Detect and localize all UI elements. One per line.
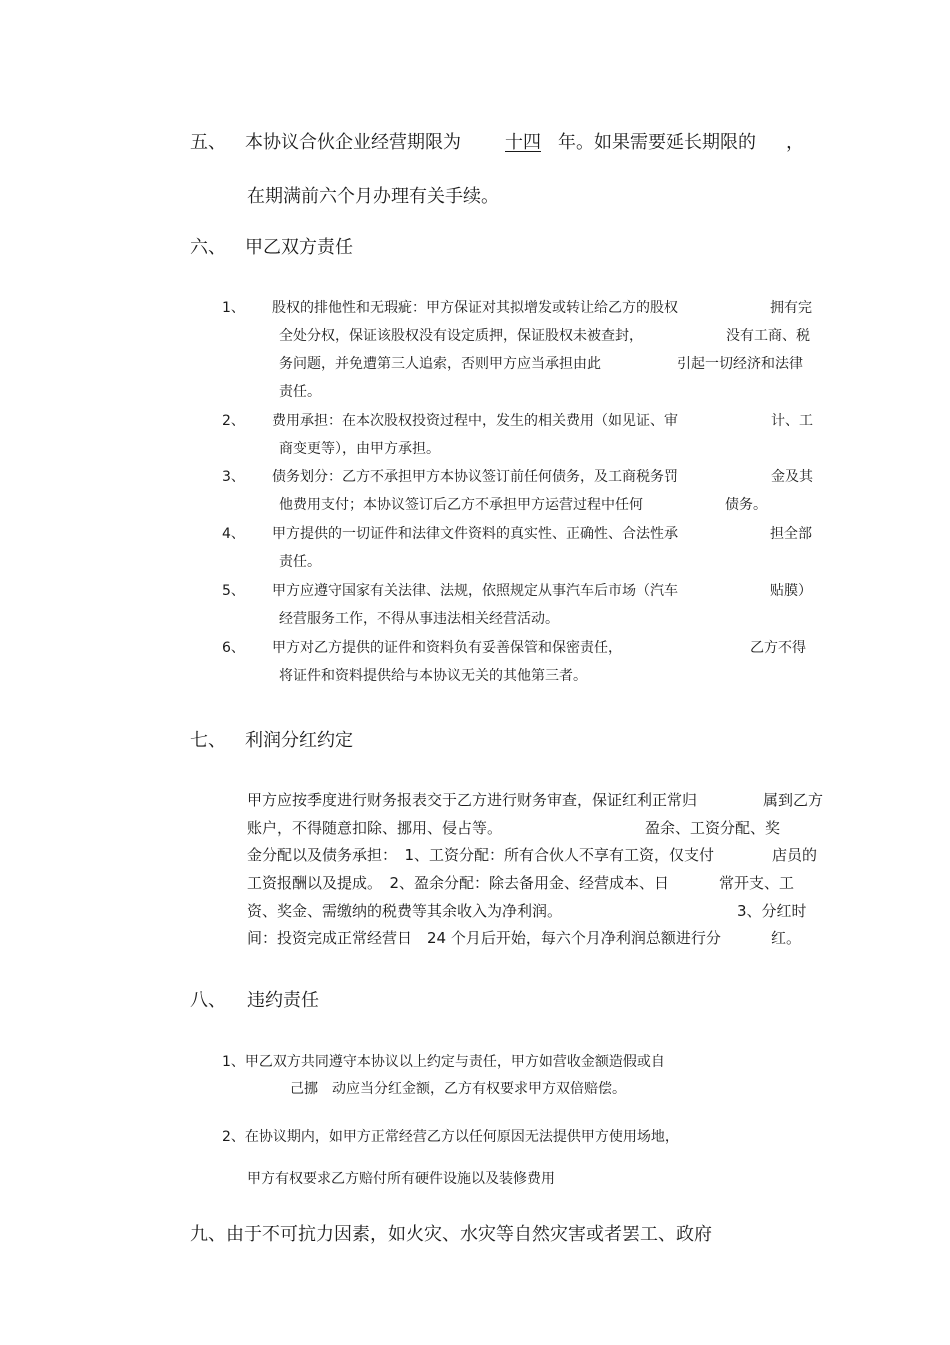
item-line: 股权的排他性和无瑕疵：甲方保证对其拟增发或转让给乙方的股权 [272,300,678,316]
item-number: 1、 [222,300,245,316]
item-line: 经营服务工作，不得从事违法相关经营活动。 [279,611,559,627]
item-line-end: 金及其 [771,469,813,485]
section5-comma: ， [786,132,804,153]
body-line-end: 店员的 [772,846,818,864]
section8-item1-line1: 1、甲乙双方共同遵守本协议以上约定与责任，甲方如营收金额造假或自 [222,1054,665,1070]
item-line: 费用承担：在本次股权投资过程中，发生的相关费用（如见证、审 [272,413,678,429]
body-line-end: 常开支、工 [719,874,795,892]
section5-text-b: 年。如果需要延长期限的 [558,132,756,153]
item-line-end: 乙方不得 [750,640,806,656]
item-line-end: 计、工 [771,413,813,429]
body-line: 间：投资完成正常经营日 24 个月后开始，每六个月净利润总额进行分 [247,929,721,947]
item-line-end: 债务。 [725,497,767,513]
body-line-end: 属到乙方 [763,791,824,809]
item-line: 责任。 [279,384,321,400]
item-line: 他费用支付；本协议签订后乙方不承担甲方运营过程中任何 [279,497,643,513]
item-number: 3、 [222,469,245,485]
item-number: 6、 [222,640,245,656]
section5-years: 十四 [505,132,541,153]
section5-line2: 在期满前六个月办理有关手续。 [247,186,499,207]
body-line-end: 红。 [771,929,802,947]
item-line: 务问题，并免遭第三人追索，否则甲方应当承担由此 [279,356,601,372]
section6-title: 甲乙双方责任 [245,237,353,258]
item-line: 责任。 [279,554,321,570]
section9-text: 九、由于不可抗力因素，如火灾、水灾等自然灾害或者罢工、政府 [190,1224,712,1245]
item-number: 2、 [222,413,245,429]
body-line: 甲方应按季度进行财务报表交于乙方进行财务审查，保证红利正常归 [247,791,698,809]
item-line-end: 担全部 [770,526,812,542]
item-line: 全处分权，保证该股权没有设定质押，保证股权未被查封， [279,328,643,344]
section5-text-a: 本协议合伙企业经营期限为 [245,132,461,153]
item-line: 甲方对乙方提供的证件和资料负有妥善保管和保密责任， [272,640,622,656]
body-line-end: 盈余、工资分配、奖 [645,819,781,837]
section5-number: 五、 [190,132,226,153]
item-line-end: 引起一切经济和法律 [677,356,803,372]
body-line: 资、奖金、需缴纳的税费等其余收入为净利润。 [247,902,563,920]
section6-number: 六、 [190,237,226,258]
body-line: 工资报酬以及提成。 2、盈余分配：除去备用金、经营成本、日 [247,874,670,892]
item-line: 将证件和资料提供给与本协议无关的其他第三者。 [279,668,587,684]
item-number: 4、 [222,526,245,542]
item-number: 5、 [222,583,245,599]
section7-number: 七、 [190,730,226,751]
section8-number: 八、 [190,990,226,1011]
section7-title: 利润分红约定 [245,730,353,751]
section8-item1-line2: 己挪 动应当分红金额，乙方有权要求甲方双倍赔偿。 [290,1081,626,1097]
item-line: 债务划分：乙方不承担甲方本协议签订前任何债务，及工商税务罚 [272,469,678,485]
section8-title: 违约责任 [247,990,319,1011]
item-line-end: 没有工商、税 [726,328,810,344]
item-line-end: 贴膜） [770,583,812,599]
section8-item2-line2: 甲方有权要求乙方赔付所有硬件设施以及装修费用 [247,1171,555,1187]
body-line: 账户，不得随意扣除、挪用、侵占等。 [247,819,503,837]
body-line: 金分配以及债务承担： 1、工资分配：所有合伙人不享有工资，仅支付 [247,846,715,864]
section8-item2-line1: 2、在协议期内，如甲方正常经营乙方以任何原因无法提供甲方使用场地， [222,1129,679,1145]
item-line-end: 拥有完 [770,300,812,316]
item-line: 甲方提供的一切证件和法律文件资料的真实性、正确性、合法性承 [272,526,678,542]
item-line: 商变更等），由甲方承担。 [279,441,440,457]
item-line: 甲方应遵守国家有关法律、法规，依照规定从事汽车后市场（汽车 [272,583,678,599]
body-line-end: 3、分红时 [737,902,807,920]
